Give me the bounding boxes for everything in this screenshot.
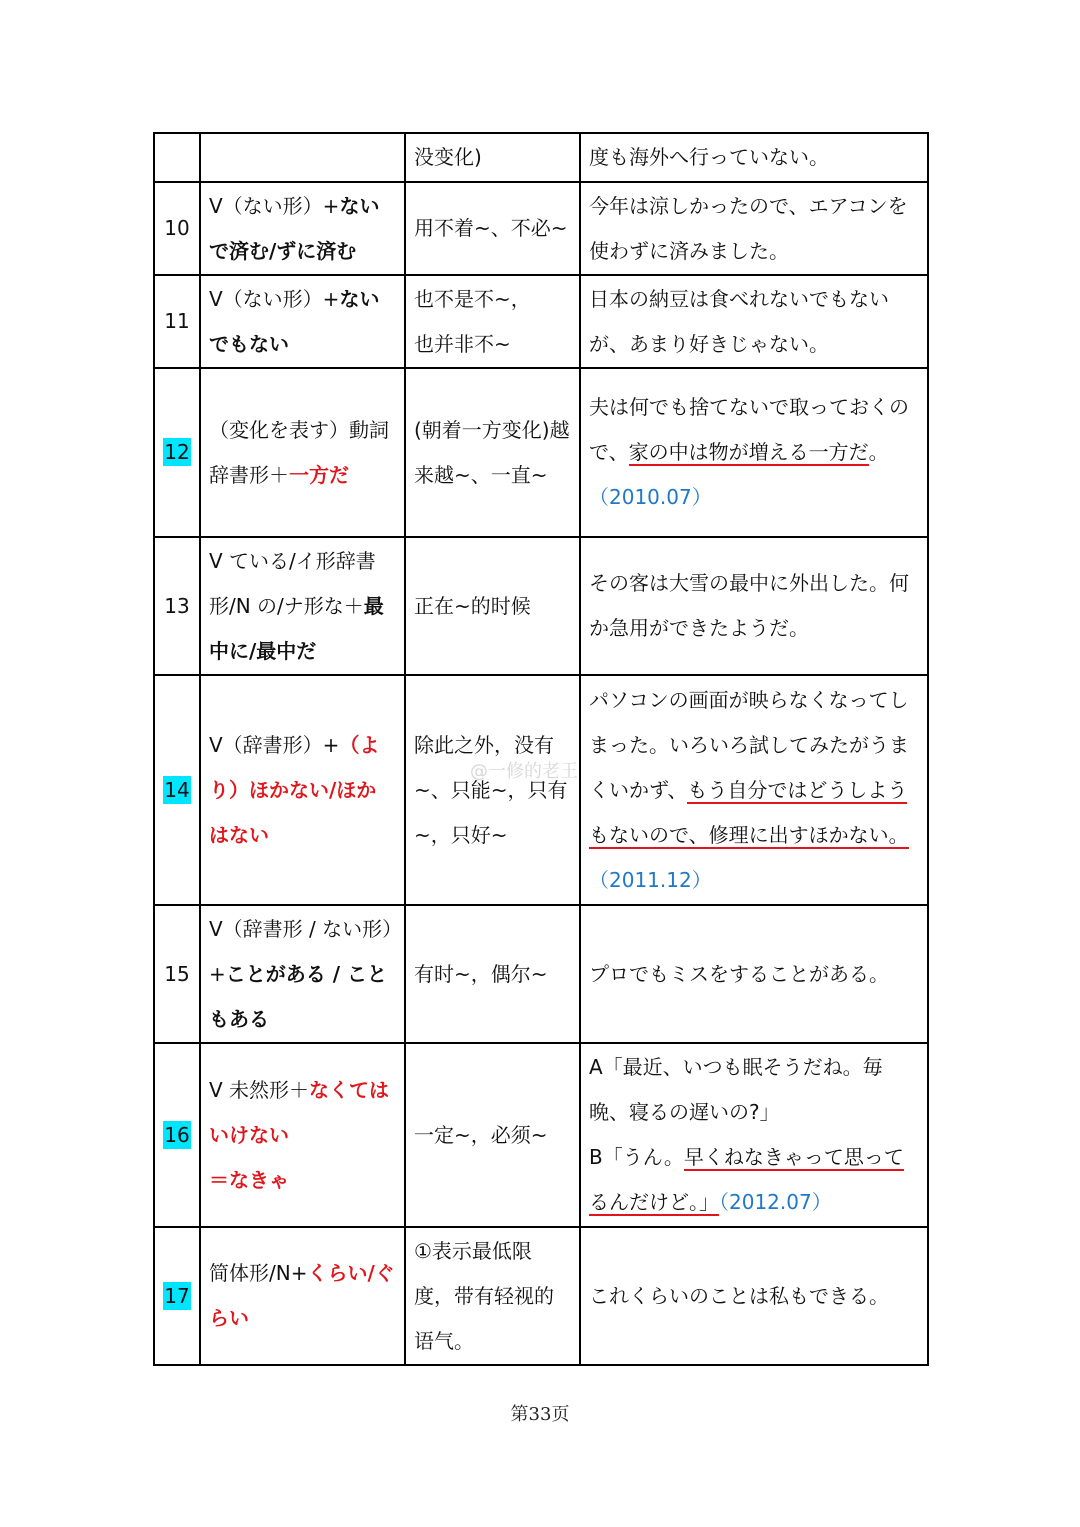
meaning-line: 也并非不~ (414, 331, 511, 356)
meaning-cell: 用不着~、不必~ (405, 182, 580, 275)
table-row (154, 1043, 928, 1227)
pattern-cell (200, 537, 405, 675)
pattern-cell (200, 905, 405, 1043)
pattern-text: V 未然形＋ (209, 1077, 310, 1102)
table-row (154, 182, 928, 275)
example-line-a: A「最近、いつも眠そうだね。毎晩、寝るの遅いの?」 (589, 1055, 883, 1124)
pattern-cell (200, 675, 405, 905)
example-underlined: 早くねなきゃって思ってるんだけど。」 (589, 1145, 904, 1214)
highlighted-number: 17 (164, 1283, 190, 1308)
meaning-cell: 没变化) (405, 133, 580, 182)
meaning-cell: 正在~的时候 (405, 537, 580, 675)
meaning-cell: 有时~，偶尔~ (405, 905, 580, 1043)
pattern-cell (200, 368, 405, 537)
pattern-keyword: くらい/ぐらい (209, 1261, 395, 1330)
example-underlined: 家の中は物が増える一方だ (628, 440, 869, 464)
pattern-keyword: 一方だ (289, 462, 349, 487)
meaning-cell (405, 275, 580, 368)
example-cell (580, 368, 928, 537)
example-cell: 今年は涼しかったので、エアコンを使わずに済みました。 (580, 182, 928, 275)
example-cell: プロでもミスをすることがある。 (580, 905, 928, 1043)
row-number: 11 (154, 275, 200, 368)
meaning-cell: 除此之外，没有~、只能~，只有~，只好~ (405, 675, 580, 905)
pattern-cell (200, 182, 405, 275)
exam-year: （2011.12） (589, 867, 712, 892)
highlighted-number: 14 (164, 777, 190, 802)
highlighted-number: 16 (164, 1122, 190, 1147)
watermark: @一修的老王 (470, 761, 578, 782)
row-number (154, 675, 200, 905)
table-row (154, 537, 928, 675)
highlighted-number: 12 (164, 440, 190, 464)
table-row (154, 1227, 928, 1365)
page-number: 第33页 (510, 1404, 570, 1425)
example-text: パソコンの画面が映らなくなってしまった。いろいろ試してみたがうまくいかず、 (589, 687, 909, 802)
pattern-cell (200, 1227, 405, 1365)
row-number: 10 (154, 182, 200, 275)
meaning-line: 也不是不~， (414, 286, 531, 311)
row-number (154, 133, 200, 182)
row-number (154, 1227, 200, 1365)
pattern-cell (200, 1043, 405, 1227)
example-text: 夫は何でも捨てないで取っておくので、 (589, 395, 909, 464)
meaning-cell: (朝着一方变化)越来越~、一直~ (405, 368, 580, 537)
exam-year: （2010.07） (589, 485, 712, 509)
row-number (154, 1043, 200, 1227)
meaning-cell: 一定~，必须~ (405, 1043, 580, 1227)
pattern-keyword: 最中に/最中だ (209, 593, 384, 663)
table-row (154, 675, 928, 905)
pattern-keyword: （より）ほかない/ほかはない (209, 732, 380, 847)
exam-year: （2012.07） (719, 1190, 832, 1214)
pattern-text: V（辞書形）+ (209, 732, 340, 757)
row-number: 15 (154, 905, 200, 1043)
row-number: 13 (154, 537, 200, 675)
pattern-text: 简体形/N+ (209, 1261, 308, 1285)
pattern-keyword: なくてはいけない (209, 1077, 390, 1147)
meaning-cell: ①表示最低限度，带有轻视的语气。 (405, 1227, 580, 1365)
pattern-keyword: ないで済む/ずに済む (209, 193, 380, 263)
pattern-keyword: ないでもない (209, 286, 380, 356)
table-row (154, 133, 928, 182)
example-text: 。 (868, 440, 889, 464)
example-underlined: もう自分ではどうしようもないので、修理に出すほかない。 (589, 777, 909, 847)
table-row (154, 275, 928, 368)
example-cell: 日本の納豆は食べれないでもないが、あまり好きじゃない。 (580, 275, 928, 368)
table-row (154, 368, 928, 537)
pattern-text: （変化を表す）動詞辞書形＋ (209, 417, 389, 487)
example-line-b (589, 1135, 919, 1225)
pattern-text: V（ない形）+ (209, 193, 340, 218)
pattern-text: V（ない形）+ (209, 286, 340, 311)
pattern-cell (200, 275, 405, 368)
row-number (154, 368, 200, 537)
example-text: B「うん。 (589, 1145, 684, 1169)
pattern-text: V（辞書形 / ない形）+ (209, 916, 393, 986)
example-cell: 度も海外へ行っていない。 (580, 133, 928, 182)
example-cell: これくらいのことは私もできる。 (580, 1227, 928, 1365)
pattern-keyword: ＝なきゃ (209, 1167, 289, 1192)
pattern-cell (200, 133, 405, 182)
table-row (154, 905, 928, 1043)
grammar-table (153, 132, 929, 1366)
example-cell (580, 675, 928, 905)
example-cell (580, 1043, 928, 1227)
pattern-text: V ている/イ形辞書形/N の/ナ形な＋ (209, 548, 376, 618)
pattern-keyword: ことがある / こともある (209, 961, 387, 1031)
example-cell: その客は大雪の最中に外出した。何か急用ができたようだ。 (580, 537, 928, 675)
